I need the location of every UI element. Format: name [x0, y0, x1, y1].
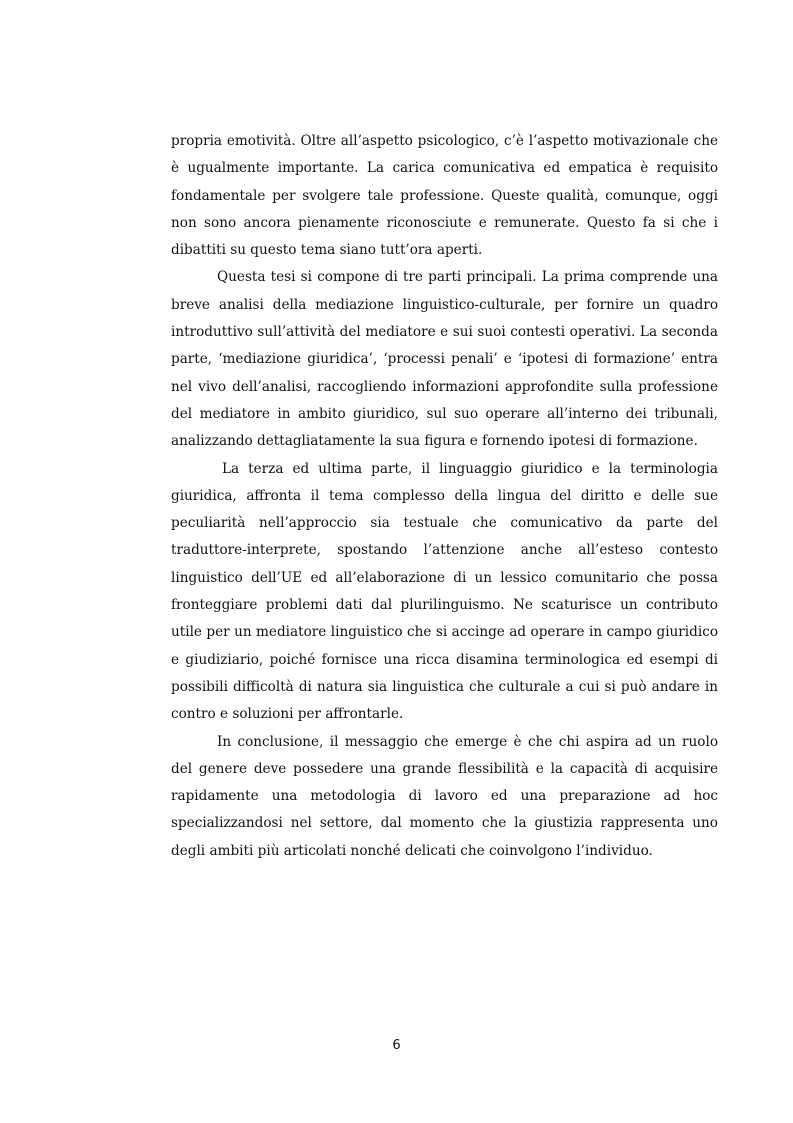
paragraph-thesis-structure: Questa tesi si compone di tre parti principali. La prima comprende una breve analisi della mediazione linguistico-culturale, per fornire un quadro introduttivo sull’attività del mediatore e sui suoi contesti operativi. La seconda parte, ‘mediazione giuridica’, ‘processi penali’ e ‘ipotesi di formazione’ entra nel vivo dell’analisi, raccogliendo informazioni approfondite sulla professione del mediatore in ambito giuridico, sul suo operare all’interno dei tribunali, analizzando dettagliatamente la sua figura e fornendo ipotesi di formazione. — [171, 269, 718, 450]
paragraph-conclusion: In conclusione, il messaggio che emerge è che chi aspira ad un ruolo del genere deve possedere una grande flessibilità e la capacità di acquisire rapidamente una metodologia di lavoro ed una preparazione ad hoc specializzandosi nel settore, dal momento che la giustizia rappresenta uno degli ambiti più articolati nonché delicati che coinvolgono l’individuo. — [171, 733, 718, 859]
page-number: 6 — [392, 1038, 401, 1053]
body-text — [171, 128, 718, 865]
paragraph-continuation: propria emotività. Oltre all’aspetto psicologico, c’è l’aspetto motivazionale che è ugualmente importante. La carica comunicativa ed empatica è requisito fondamentale per svolgere tale professione. Queste qualità, comunque, oggi non sono ancora pienamente riconosciute e remunerate. Questo fa si che i dibattiti su questo tema siano tutt’ora aperti. — [171, 133, 718, 259]
paragraph-third-part: La terza ed ultima parte, il linguaggio giuridico e la terminologia giuridica, affronta il tema complesso della lingua del diritto e delle sue peculiarità nell’approccio sia testuale che comunicativo da parte del traduttore-interprete, spostando l’attenzione anche all’esteso contesto linguistico dell’UE ed all’elaborazione di un lessico comunitario che possa fronteggiare problemi dati dal plurilinguismo. Ne scaturisce un contributo utile per un mediatore linguistico che si accinge ad operare in campo giuridico e giudiziario, poiché fornisce una ricca disamina terminologica ed esempi di possibili difficoltà di natura sia linguistica che culturale a cui si può andare in contro e soluzioni per affrontarle. — [171, 460, 718, 723]
